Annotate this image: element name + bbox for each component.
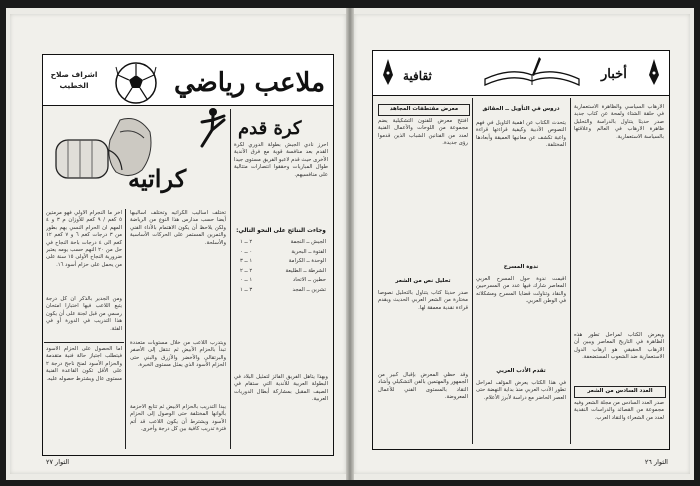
left-text-2: صدر حديثا كتاب يتناول بالتحليل نصوصا مختارة من الشعر العربي الحديث ويقدم قراءة نقدية معمقة لها. [378, 290, 468, 311]
pen-nib-icon [381, 57, 395, 87]
karate-text-col2: ومن الجدير بالذكر أن كل درجة يتبع اللاعب فيها اختبارا امتحان رسمي من قبل لجنة على أن يكون هذا التدريب في الدورة أو في الفئة. [46, 296, 122, 332]
table-cell-score: ٣ ــ ١ [240, 286, 253, 293]
section-title-culture: ثقافية [403, 69, 432, 83]
gutter [346, 8, 354, 480]
results-table [236, 238, 326, 295]
news-text-1: الارهاب السياسي والظاهرة الاستعمارية في حلقة الشتاء ولمحة عن كتاب جديد صدر حديثا يتناول بالدراسة والتحليل ظاهرة الارهاب في العالم وعلاقتها بالسياسة الاستعمارية. [574, 104, 664, 140]
karate-text-col3: أما الحصول على الحزام الأسود فيتطلب اجتياز حالة فنية متقدمة والحزام الأسود لمنح ناجح درجة ٢ على الأقل تكون القاعدة الفنية مستوى عال ويشترط حصوله عليه. [46, 346, 122, 382]
section-rule [44, 342, 124, 343]
table-cell-score: ١ ــ ٠ [240, 277, 253, 283]
article-title-karate: كراتيه [128, 164, 187, 193]
mid-text-3: في هذا الكتاب يعرض المؤلف لمراحل تطور الأدب العربي منذ بداية النهضة حتى العصر الحاضر مع دراسة لأبرز الأعلام. [476, 380, 566, 401]
section-title-football: كرة قدم [238, 118, 302, 139]
table-cell-team: الجيش ــ النجمة [290, 239, 326, 245]
section-title-news: أخبار [601, 67, 627, 82]
mid-text-2: أقيمت ندوة حول المسرح العربي المعاصر شارك فيها عدد من المسرحيين والنقاد وتناولت قضايا المسرح ومشكلاته في الوطن العربي. [476, 276, 566, 305]
football-icon [105, 61, 167, 105]
table-cell-score: ٠ ــ ٠ [240, 248, 253, 255]
column-rule [230, 109, 231, 449]
page-number-left: الثوار ٢٧ [46, 458, 70, 466]
left-subheading-box [378, 104, 470, 116]
mid-text-1: يتحدث الكتاب عن أهمية التأويل في فهم النصوص الأدبية وكيفية قراءتها قراءة واعية تكشف عن معانيها العميقة وأبعادها المختلفة. [476, 120, 566, 149]
table-cell-score: ٢ ــ ١ [240, 239, 253, 245]
sports-masthead [42, 54, 334, 106]
table-cell-team: الفتوة ــ البحرية [291, 248, 326, 255]
pen-nib-icon [647, 57, 661, 87]
results-table-title: وجاءت النتائج على النحو التالي: [236, 228, 326, 234]
karate-text-mid1: تختلف أساليب الكراتيه وتختلف أساليبها أيضا حسب مدارس هذا النوع من الرياضة ولكن يلاحظ أن يكون الاهتمام بالأداء الفني والتمرين المستمر على الحركات الأساسية والأسلحة. [130, 210, 226, 246]
news-text-2: ويعرض الكتاب لمراحل تطور هذه الظاهرة في التاريخ المعاصر ويبين أن الارهاب الحقيقي هو ارهاب الدول الاستعمارية ضد الشعوب المستضعفة. [574, 332, 664, 361]
news-culture-header [372, 50, 670, 96]
table-row [236, 276, 326, 286]
table-row [236, 238, 326, 248]
news-subheading: العدد السادس من الشعر [587, 388, 653, 394]
table-cell-score: ١ ــ ٣ [240, 258, 253, 264]
table-cell-team: حطين ــ الاتحاد [292, 277, 326, 283]
magazine-spread [6, 8, 694, 480]
table-cell-team: الشرطة ــ الطليعة [285, 267, 326, 274]
left-text-3: وقد حظي المعرض بإقبال كبير من الجمهور والمهتمين بالفن التشكيلي وأشاد النقاد بالمستوى الفني للأعمال المعروضة. [378, 372, 468, 401]
page-number-right: الثوار ٢٦ [644, 458, 668, 466]
karate-text-col1: آخر ما النجرام الأولي فهو مرمتين ٥ كغم / ٩ كغم للأوزان م ٣ و ٤ المهم ان الحرام النسي يهم بطور من ٣ درجات كغم ٦ و ٧ كغم ١٢ كغم الى ٤ درجات باحة النجاح في حل من ٢٠ النهم حسب يومه يعتبر ضرورية النجاح الأولى ١٥ سنة على من يحمل على حزام أسود ١٦. [46, 210, 122, 268]
table-row [236, 286, 326, 296]
column-rule [472, 98, 473, 444]
table-row [236, 267, 326, 277]
table-cell-team: الوحدة ــ الكرامة [288, 258, 326, 264]
mid-subheading-1: دروس في التأويل ــ الحقائق [482, 106, 560, 112]
football-text-2: وبهذا يتأهل الفريق الفائز لتمثيل البلاد في البطولة العربية للأندية التي ستقام في الصيف المقبل بمشاركة أبطال الدوريات العربية. [234, 374, 328, 403]
table-cell-score: ٢ ــ ٢ [240, 267, 253, 274]
column-rule [570, 98, 571, 444]
column-rule [125, 209, 126, 449]
masthead-subtitle: اشراف صلاح الخطيب [50, 70, 98, 90]
table-row [236, 248, 326, 258]
left-page [10, 14, 346, 474]
left-subheading-2: تحليل نص من الشعر [395, 278, 451, 284]
football-text-1: أحرز نادي الجيش بطولة الدوري لكرة القدم بعد منافسة قوية مع فرق الأندية الأخرى حيث قدم لاعبو الفريق مستوى جيدا طوال المباريات وحققوا انتصارات متتالية على منافسيهم. [234, 142, 328, 178]
karate-text-mid2: ويتدرب اللاعب من خلال مستويات متعددة تبدأ بالحزام الأبيض ثم تنتقل إلى الأصفر والبرتقالي والأخضر والأزرق والبني حتى الحزام الأسود الذي يمثل مستوى الخبرة. [130, 340, 226, 369]
left-subheading-1: معرض مقتطفات المجاهد [389, 106, 459, 112]
karate-kick-figure [198, 106, 228, 150]
table-row [236, 257, 326, 267]
news-subheading-box [574, 386, 666, 398]
karate-text-mid3: يبدأ التدريب بالحزام الأبيض ثم تتابع الأحزمة بألوانها المختلفة حتى الوصول إلى الحزام الأسود ويشترط أن يكون اللاعب قد أتم فترة تدريب كافية بين كل درجة وأخرى. [130, 404, 226, 433]
masthead-title: ملاعب رياضي [174, 68, 325, 98]
news-text-3: صدر العدد السادس من مجلة الشعر وفيه مجموعة من القصائد والدراسات النقدية لعدد من الشعراء والنقاد العرب. [574, 400, 664, 421]
mid-subheading-2: ندوة المسرح [503, 264, 539, 270]
mid-subheading-3: تقدم الأدب العربي [496, 368, 546, 374]
right-page [354, 14, 690, 474]
table-cell-team: تشرين ــ المجد [292, 286, 326, 293]
open-book-icon [477, 55, 587, 89]
left-text-1: افتتح معرض للفنون التشكيلية يضم مجموعة من اللوحات والأعمال الفنية لعدد من الفنانين الشباب الذين قدموا رؤى جديدة. [378, 118, 468, 147]
